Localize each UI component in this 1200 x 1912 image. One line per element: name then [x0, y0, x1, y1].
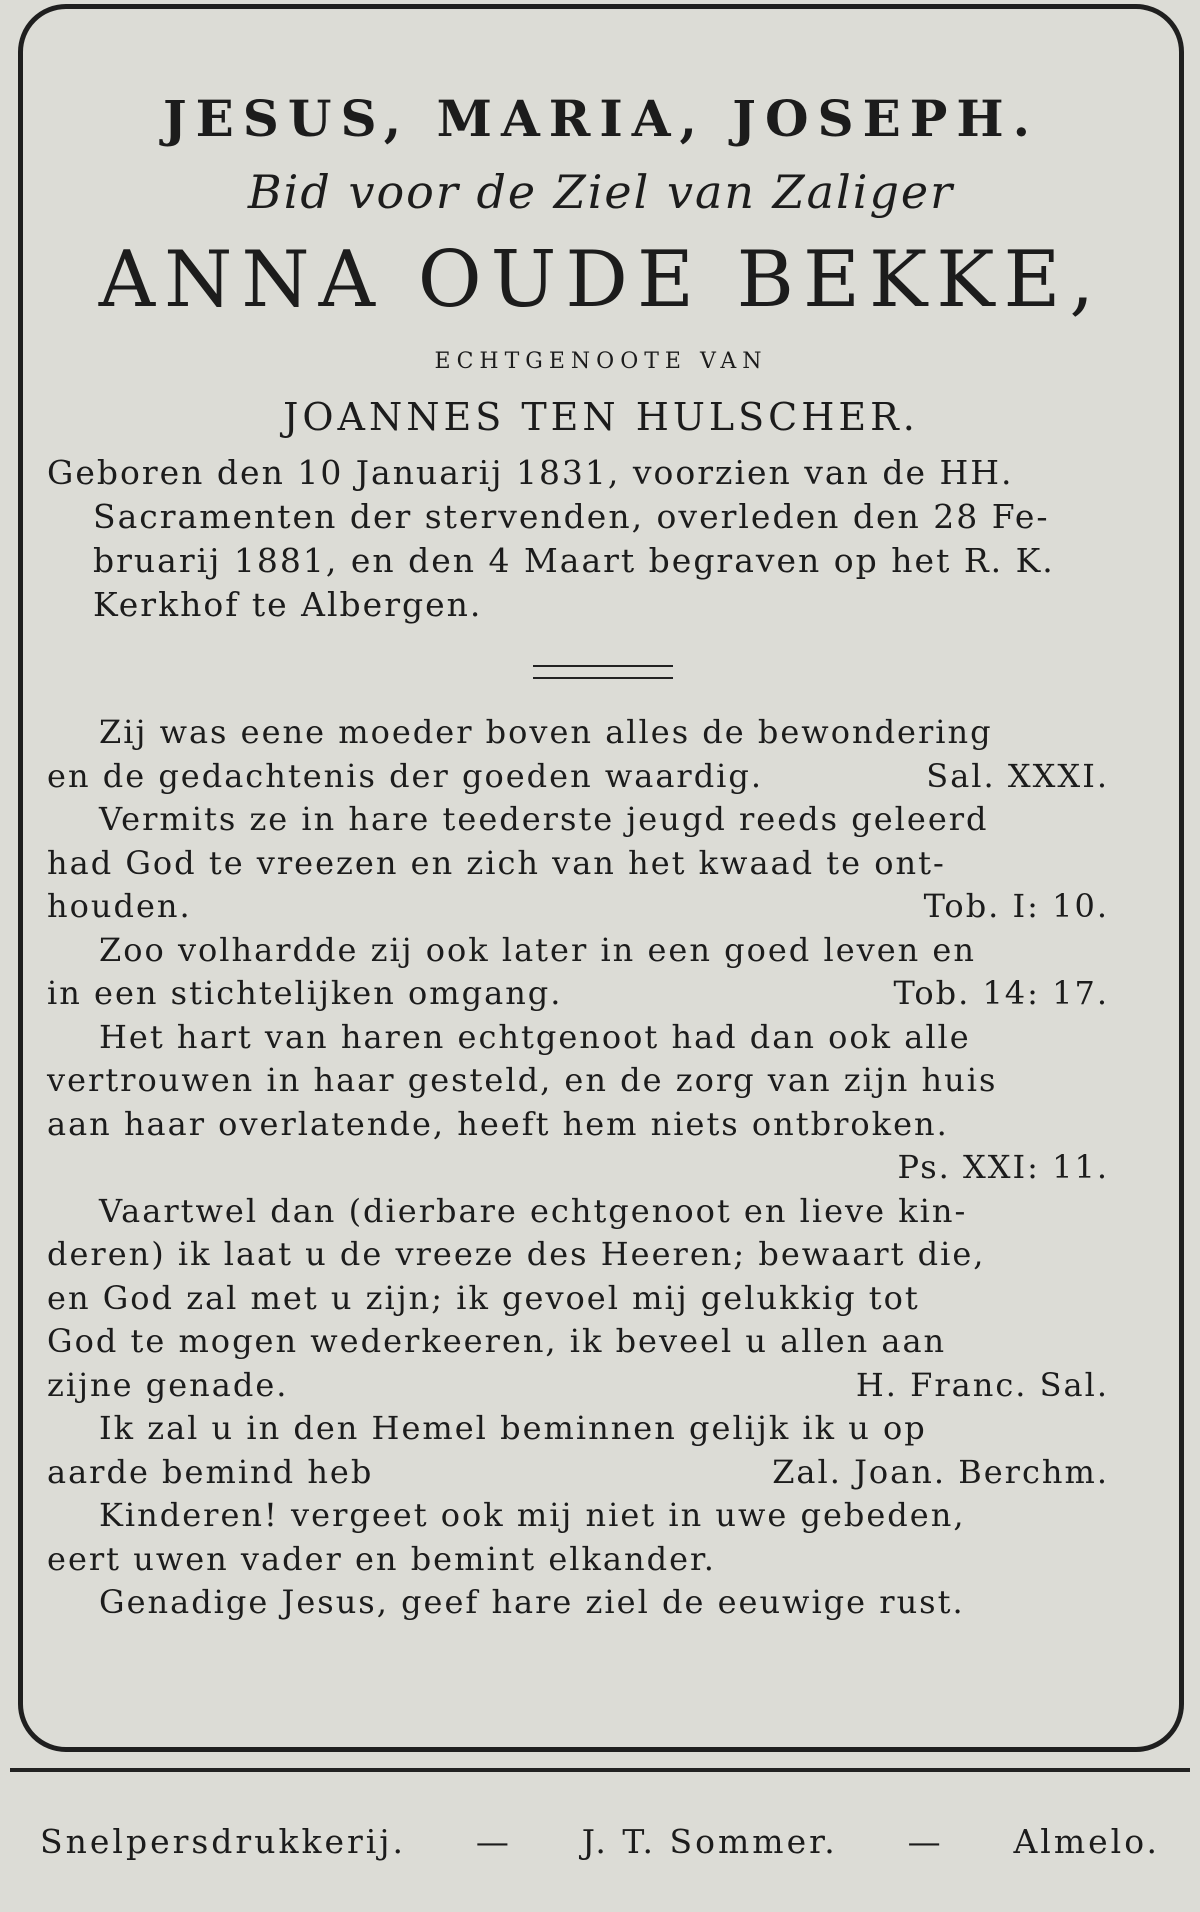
text-line-with-reference — [47, 885, 1155, 929]
birth-death-paragraph — [47, 451, 1155, 627]
text-line: deren) ik laat u de vreeze des Heeren; bewaart die, — [47, 1235, 986, 1273]
text-line-with-reference — [47, 972, 1155, 1016]
text-line: vertrouwen in haar gesteld, en de zorg van zijn huis — [47, 1061, 998, 1099]
scripture-reference: Zal. Joan. Berchm. — [772, 1452, 1109, 1491]
text-line: en de gedachtenis der goeden waardig. — [47, 756, 764, 795]
header-invocation: JESUS, MARIA, JOSEPH. — [163, 89, 1039, 148]
text-line: Vaartwel dan (dierbare echtgenoot en lieve kin- — [99, 1191, 968, 1230]
spouse-name: JOANNES TEN HULSCHER. — [283, 395, 919, 439]
text-line: aarde bemind heb — [47, 1452, 374, 1491]
text-line: Zoo volhardde zij ook later in een goed leven en — [99, 930, 976, 969]
scripture-reference: Ps. XXI: 11. — [897, 1148, 1109, 1186]
text-line: eert uwen vader en bemint elkander. — [47, 1539, 716, 1578]
text-line-with-reference — [47, 755, 1155, 799]
memorial-card-border — [18, 4, 1184, 1752]
text-line: en God zal met u zijn; ik gevoel mij gelukkig tot — [47, 1278, 920, 1317]
text-line: Het hart van haren echtgenoot had dan ook alle — [99, 1017, 971, 1056]
text-line-with-reference — [47, 1364, 1155, 1408]
prayer-line: Bid voor de Ziel van Zaliger — [247, 165, 955, 219]
text-line: Genadige Jesus, geef hare ziel de eeuwige rust. — [99, 1583, 965, 1621]
text-line: Kinderen! vergeet ook mij niet in uwe gebeden, — [99, 1496, 966, 1534]
printer-town: Almelo. — [1013, 1822, 1160, 1861]
text-line: houden. — [47, 887, 192, 925]
scripture-reference: Sal. XXXI. — [926, 756, 1109, 795]
text-line: in een stichtelijken omgang. — [47, 974, 563, 1012]
spouse-label: ECHTGENOOTE VAN — [434, 349, 768, 374]
text-line: Ik zal u in den Hemel beminnen gelijk ik u op — [99, 1409, 927, 1447]
text-line: Zij was eene moeder boven alles de bewondering — [99, 713, 993, 751]
birth-line: bruarij 1881, en den 4 Maart begraven op het R. K. — [93, 541, 1055, 580]
printer-name: Snelpersdrukkerij. — [40, 1822, 407, 1861]
text-line: Vermits ze in hare teederste jeugd reeds geleerd — [99, 800, 989, 838]
scripture-reference: Tob. I: 10. — [923, 887, 1109, 925]
footer-rule — [10, 1768, 1190, 1772]
text-line: zijne genade. — [47, 1365, 289, 1404]
text-line-with-reference — [47, 1451, 1155, 1495]
printer-footer — [40, 1822, 1160, 1861]
birth-line: Kerkhof te Albergen. — [93, 585, 483, 624]
footer-dash: — — [475, 1822, 512, 1861]
scripture-reference: H. Franc. Sal. — [855, 1365, 1109, 1404]
text-line: had God te vreezen en zich van het kwaad te ont- — [47, 843, 946, 882]
birth-line: Geboren den 10 Januarij 1831, voorzien van de HH. — [47, 453, 1014, 492]
printer-owner: J. T. Sommer. — [581, 1822, 838, 1861]
birth-line: Sacramenten der stervenden, overleden den 28 Fe- — [93, 497, 1050, 536]
body-text — [47, 711, 1155, 1625]
scripture-reference: Tob. 14: 17. — [893, 974, 1109, 1012]
text-line: God te mogen wederkeeren, ik beveel u allen aan — [47, 1322, 947, 1360]
text-line: aan haar overlatende, heeft hem niets ontbroken. — [47, 1104, 949, 1143]
deceased-name: ANNA OUDE BEKKE, — [98, 235, 1104, 325]
footer-dash: — — [907, 1822, 944, 1861]
section-divider — [533, 665, 673, 679]
